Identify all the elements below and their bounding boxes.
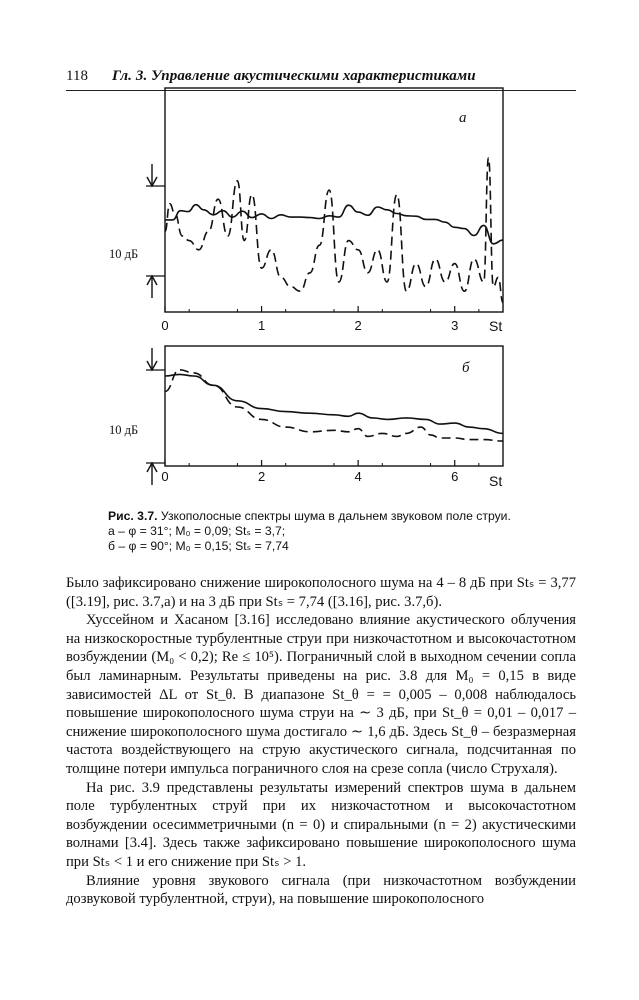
series-line-dashed <box>165 370 503 441</box>
caption-line-1 <box>108 509 568 524</box>
x-tick-label: 4 <box>354 469 362 484</box>
panel-label: а <box>459 110 467 126</box>
x-axis-label: St <box>489 318 503 334</box>
x-tick-label: 6 <box>451 469 459 484</box>
body-text <box>66 574 576 909</box>
chapter-title: Гл. 3. Управление акустическими характеристиками <box>112 68 476 84</box>
plot-frame <box>165 346 503 466</box>
caption-line-b: б – φ = 90°; M₀ = 0,15; Stₛ = 7,74 <box>108 539 289 553</box>
caption-label: Рис. 3.7. <box>108 509 158 523</box>
chart-panel-b <box>109 346 503 489</box>
caption-line-a: а – φ = 31°; M₀ = 0,09; Stₛ = 3,7; <box>108 524 286 538</box>
scale-label: 10 дБ <box>109 423 139 437</box>
figure-caption <box>108 509 568 554</box>
paragraph: Влияние уровня звукового сигнала (при низкочастотном возбуждении дозвуковой турбулентной, струи), на повышение широкополосного <box>66 872 576 908</box>
series-line-solid <box>165 205 503 244</box>
chart-panel-a <box>109 88 503 334</box>
series-line-dashed <box>165 158 503 303</box>
series-line-solid <box>165 374 503 433</box>
panel-label: б <box>462 360 470 376</box>
x-axis-label: St <box>489 473 503 489</box>
x-tick-label: 3 <box>451 318 459 333</box>
plot-frame <box>165 88 503 312</box>
paragraph: Было зафиксировано снижение широкополосного шума на 4 – 8 дБ при Stₛ = 3,77 ([3.19], рис. 3.7,а) и на 3 дБ при Stₛ = 7,74 ([3.16], рис. 3.7,б). <box>66 575 576 610</box>
x-tick-label: 1 <box>257 318 266 333</box>
scale-label: 10 дБ <box>109 247 139 261</box>
x-tick-label: 2 <box>354 318 362 333</box>
x-tick-label: 0 <box>161 318 169 333</box>
paragraph: Хуссейном и Хасаном [3.16] исследовано влияние акустического облучения на низкоскоростные турбулентные струи при низкочастотном и высокочастотном возбуждении (M₀ < 0,2); Re ≤ 10⁵). Пограничный слой в выходном сечении сопла был ламинарным. Результаты приведены на рис. 3.8 для M₀ = 0,15 в виде зависимостей ΔL от St_θ. В диапазоне St_θ = = 0,005 – 0,008 наблюдалось повышение широкополосного шума струи на ∼ 3 дБ, при St_θ = 0,01 – 0,017 – снижение широкополосного шума достигало ∼ 1,6 дБ. Здесь St_θ – безразмерная частота воздействующего на струю акустического сигнала, подсчитанная по толщине потери импульса пограничного слоя на срезе сопла (число Струхаля). <box>66 612 576 777</box>
x-tick-label: 0 <box>161 469 169 484</box>
caption-text: Узкополосные спектры шума в дальнем звуковом поле струи. <box>160 509 511 523</box>
x-tick-label: 2 <box>257 469 266 484</box>
paragraph: На рис. 3.9 представлены результаты измерений спектров шума в дальнем поле турбулентных струй при их низкочастотном и высокочастотном возбуждении осесимметричными (n = 0) и спиральными (n = 2) акустическими волнами [3.4]. Здесь также зафиксировано повышение широкополосного шума при Stₛ < 1 и его снижение при Stₛ > 1. <box>66 779 576 870</box>
page-number: 118 <box>66 68 88 84</box>
